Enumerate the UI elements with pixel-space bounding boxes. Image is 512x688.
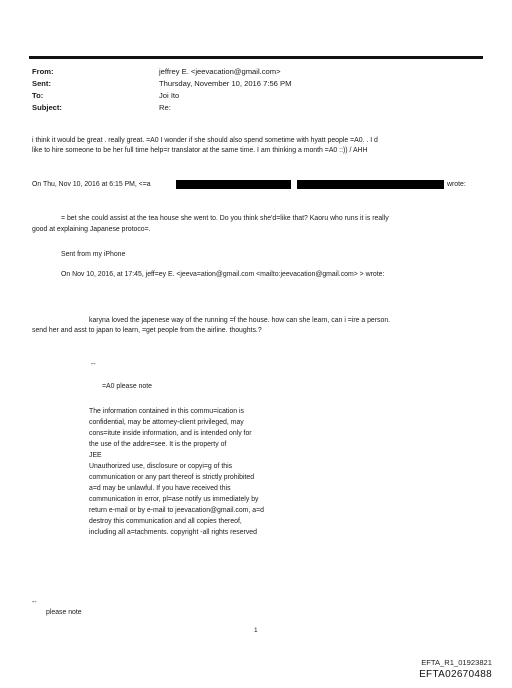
body-line: i think it would be great . really great. =A0 I wonder if she should also spend sometime with hyatt people =A0. . I d [32,137,378,144]
to-label: To: [32,91,44,100]
disclaimer-line: communication or any part thereof is strictly prohibited [89,474,255,481]
page-number: 1 [254,627,258,634]
redaction-bar [176,180,291,189]
disclaimer-line: The information contained in this commu=ication is [89,408,244,415]
body-line: = bet she could assist at the tea house she went to. Do you think she'd=like that? Kaoru who runs it is really [61,215,389,222]
body-line: send her and asst to japan to learn, =get people from the airline. thoughts.? [32,327,262,334]
disclaimer-line: cons=itute inside information, and is intended only for [89,430,252,437]
from-value: jeffrey E. <jeevacation@gmail.com> [159,67,281,76]
disclaimer-line: return e-mail or by e-mail to jeevacation@gmail.com, a=d [89,507,264,514]
disclaimer-line: the use of the addre=see. It is the property of [89,441,227,448]
disclaimer-line: JEE [89,452,102,459]
redaction-bar [297,180,444,189]
disclaimer-line: confidential, may be attorney-client privileged, may [89,419,244,426]
subject-label: Subject: [32,103,62,112]
to-value: Joi Ito [159,91,180,100]
disclaimer-line: destroy this communication and all copies thereof, [89,518,242,525]
quote-header: On Thu, Nov 10, 2016 at 6:15 PM, <=a [32,181,151,188]
subject-value: Re: [159,103,171,112]
separator-dashes: -- [32,599,37,606]
disclaimer-line: a=d may be unlawful. If you have received this [89,485,231,492]
quote-header: On Nov 10, 2016, at 17:45, jeff=ey E. <jeeva=ation@gmail.com <mailto:jeevacation@gmail.com> > wrote: [61,271,385,278]
sent-from: Sent from my iPhone [61,251,126,258]
body-line: karyna loved the japenese way of the running =f the house. how can she learn, can i =ire a person. [89,317,391,324]
please-note-a0: =A0 please note [102,383,152,390]
footer-id-small: EFTA_R1_01923821 [421,658,492,667]
disclaimer-line: communication in error, pl=ase notify us immediately by [89,496,259,503]
body-line: good at explaining Japanese protoco=. [32,226,151,233]
header-rule [29,56,483,59]
footer-id-large: EFTA02670488 [419,669,492,680]
from-label: From: [32,67,54,76]
wrote-label: wrote: [447,181,466,188]
body-line: like to hire someone to be her full time help=r translator at the same time. I am thinking a month =A0 ::)) / AHH [32,147,368,154]
please-note: please note [46,609,82,616]
disclaimer-line: Unauthorized use, disclosure or copyi=g of this [89,463,233,470]
disclaimer-line: including all a=tachments. copyright -all rights reserved [89,529,257,536]
separator-dashes: -- [91,361,96,368]
sent-value: Thursday, November 10, 2016 7:56 PM [159,79,292,88]
sent-label: Sent: [32,79,51,88]
